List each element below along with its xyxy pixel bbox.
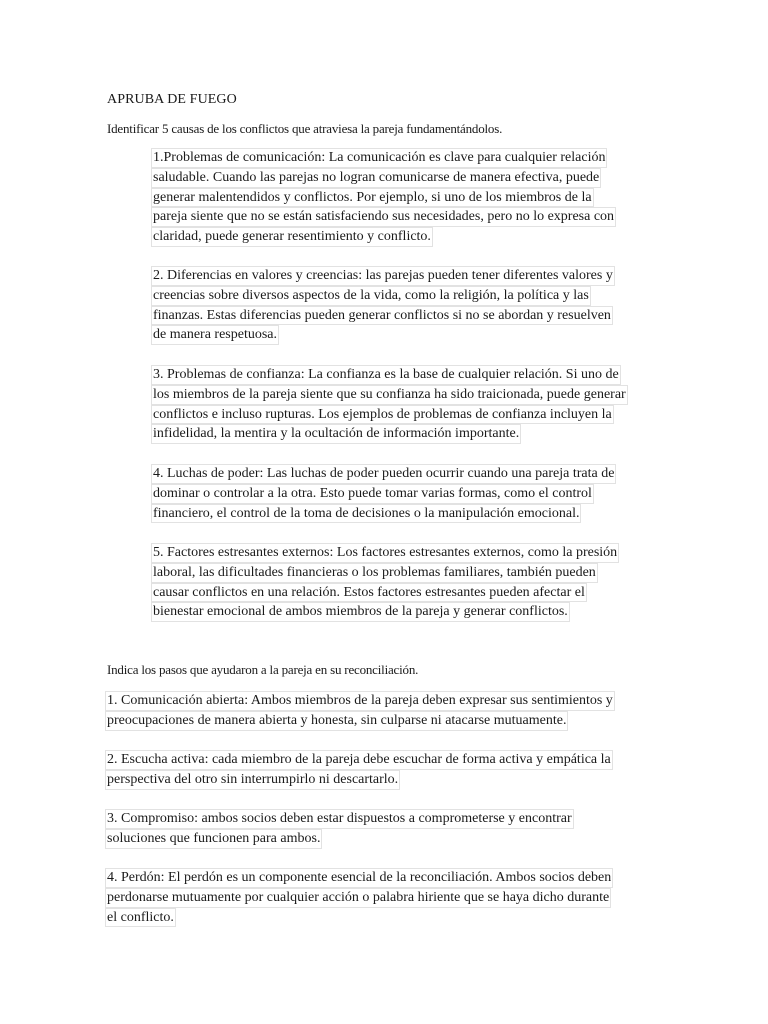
cause-1-line: generar malentendidos y conflictos. Por ejemplo, si uno de los miembros de la [151,188,594,208]
cause-1-line: claridad, puede generar resentimiento y conflicto. [151,227,433,247]
step-1-line: preocupaciones de manera abierta y honesta, sin culparse ni atacarse mutuamente. [105,711,568,731]
step-4-line: 4. Perdón: El perdón es un componente esencial de la reconciliación. Ambos socios deben [105,868,613,888]
cause-3 [153,365,628,444]
cause-2-line: finanzas. Estas diferencias pueden generar conflictos si no se abordan y resuelven [151,306,613,326]
cause-1-line: 1.Problemas de comunicación: La comunicación es clave para cualquier relación [151,148,607,168]
cause-3-line: conflictos e incluso rupturas. Los ejemplos de problemas de confianza incluyen la [151,405,614,425]
step-2-line: 2. Escucha activa: cada miembro de la pareja debe escuchar de forma activa y empática la [105,750,613,770]
cause-5-line: 5. Factores estresantes externos: Los factores estresantes externos, como la presión [151,543,619,563]
cause-5 [153,543,619,622]
cause-4-line: financiero, el control de la toma de decisiones o la manipulación emocional. [151,504,581,524]
step-3 [107,809,574,849]
cause-2-line: de manera respetuosa. [151,325,279,345]
step-2-line: perspectiva del otro sin interrumpirlo ni descartarlo. [105,770,400,790]
cause-3-line: los miembros de la pareja siente que su confianza ha sido traicionada, puede generar [151,385,628,405]
cause-4-line: dominar o controlar a la otra. Esto puede tomar varias formas, como el control [151,484,594,504]
cause-3-line: infidelidad, la mentira y la ocultación de información importante. [151,424,521,444]
step-4-line: perdonarse mutuamente por cualquier acción o palabra hiriente que se haya dicho durante [105,888,611,908]
cause-1-line: saludable. Cuando las parejas no logran comunicarse de manera efectiva, puede [151,168,601,188]
document-title: APRUBA DE FUEGO [107,92,237,107]
cause-5-line: laboral, las dificultades financieras o los problemas familiares, también pueden [151,563,598,583]
step-2 [107,750,613,790]
step-1 [107,691,615,731]
cause-1 [153,148,616,247]
cause-4-line: 4. Luchas de poder: Las luchas de poder pueden ocurrir cuando una pareja trata de [151,464,616,484]
cause-5-line: causar conflictos en una relación. Estos factores estresantes pueden afectar el [151,583,587,603]
step-4 [107,868,613,927]
cause-3-line: 3. Problemas de confianza: La confianza es la base de cualquier relación. Si uno de [151,365,621,385]
cause-2 [153,266,615,345]
cause-2-line: 2. Diferencias en valores y creencias: las parejas pueden tener diferentes valores y [151,266,615,286]
cause-5-line: bienestar emocional de ambos miembros de la pareja y generar conflictos. [151,602,570,622]
step-3-line: 3. Compromiso: ambos socios deben estar dispuestos a comprometerse y encontrar [105,809,574,829]
cause-1-line: pareja siente que no se están satisfaciendo sus necesidades, pero no lo expresa con [151,207,616,227]
question-steps: Indica los pasos que ayudaron a la pareja en su reconciliación. [107,662,419,677]
cause-4 [153,464,616,523]
step-3-line: soluciones que funcionen para ambos. [105,829,322,849]
step-4-line: el conflicto. [105,908,176,928]
cause-2-line: creencias sobre diversos aspectos de la vida, como la religión, la política y las [151,286,591,306]
question-causes: Identificar 5 causas de los conflictos que atraviesa la pareja fundamentándolos. [107,121,503,136]
step-1-line: 1. Comunicación abierta: Ambos miembros de la pareja deben expresar sus sentimientos y [105,691,615,711]
